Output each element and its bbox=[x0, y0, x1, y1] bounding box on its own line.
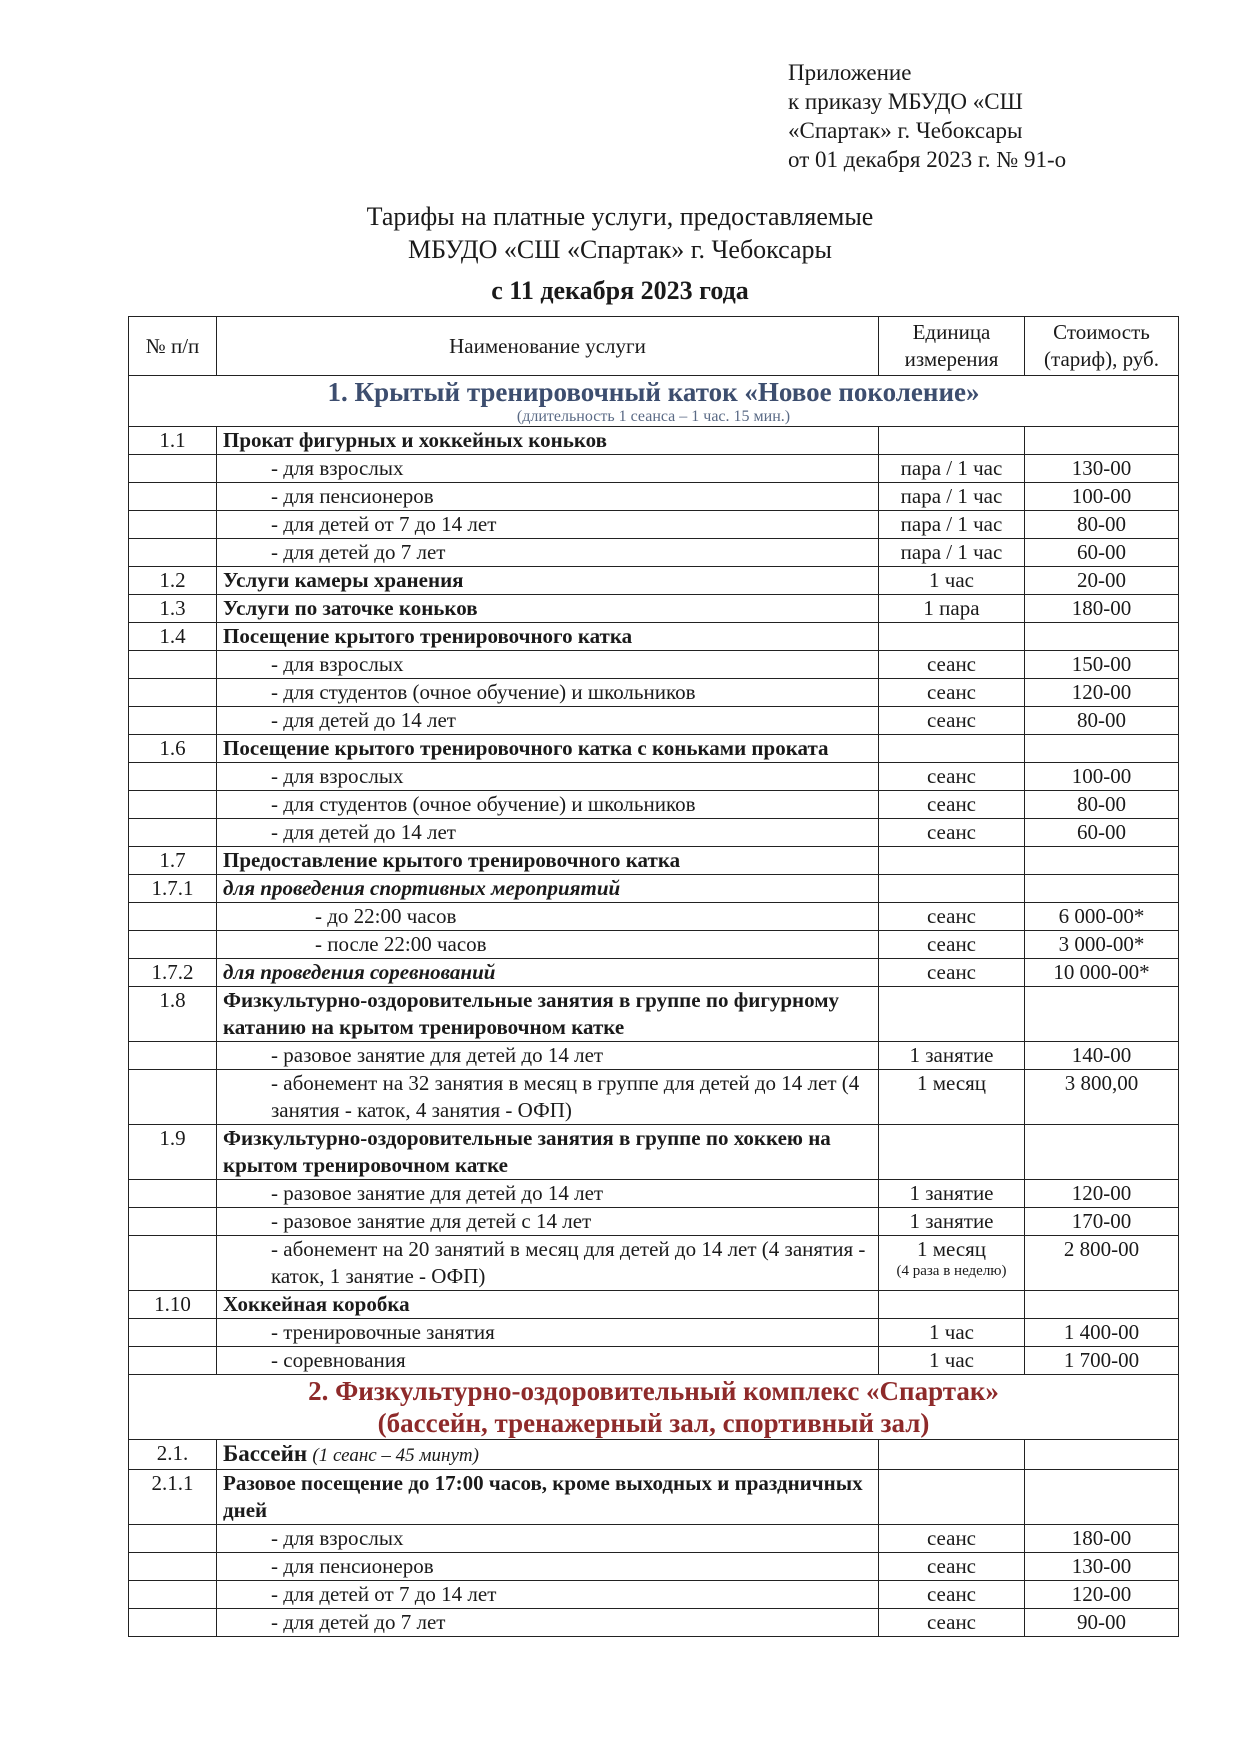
row-number: 1.8 bbox=[129, 987, 217, 1042]
table-row bbox=[129, 1609, 1179, 1637]
title-line-1: Тарифы на платные услуги, предоставляемые bbox=[366, 202, 874, 231]
price-cell: 80-00 bbox=[1025, 707, 1179, 735]
table-row bbox=[129, 931, 1179, 959]
price-cell: 90-00 bbox=[1025, 1609, 1179, 1637]
row-number: 1.4 bbox=[129, 623, 217, 651]
unit-cell bbox=[879, 427, 1025, 455]
row-number bbox=[129, 511, 217, 539]
unit-cell bbox=[879, 987, 1025, 1042]
price-cell bbox=[1025, 1440, 1179, 1470]
row-number bbox=[129, 1553, 217, 1581]
table-row bbox=[129, 1319, 1179, 1347]
service-name: - для взрослых bbox=[217, 651, 879, 679]
appendix-line: от 01 декабря 2023 г. № 91-о bbox=[788, 147, 1067, 172]
unit-cell: 1 час bbox=[879, 1347, 1025, 1375]
unit-cell: сеанс bbox=[879, 763, 1025, 791]
price-cell: 3 800,00 bbox=[1025, 1070, 1179, 1125]
unit-cell bbox=[879, 1291, 1025, 1319]
service-name: - для детей до 7 лет bbox=[217, 539, 879, 567]
service-name: Разовое посещение до 17:00 часов, кроме выходных и праздничных дней bbox=[217, 1470, 879, 1525]
unit-cell: сеанс bbox=[879, 903, 1025, 931]
table-row bbox=[129, 707, 1179, 735]
table-row bbox=[129, 763, 1179, 791]
pool-name: Бассейн bbox=[223, 1441, 308, 1466]
unit-cell: сеанс bbox=[879, 1553, 1025, 1581]
service-name: - для взрослых bbox=[217, 455, 879, 483]
price-cell: 130-00 bbox=[1025, 455, 1179, 483]
table-row bbox=[129, 1525, 1179, 1553]
row-number: 1.7 bbox=[129, 847, 217, 875]
section-1-body bbox=[129, 376, 1179, 1375]
section-2-heading-row bbox=[129, 1375, 1179, 1440]
row-number bbox=[129, 791, 217, 819]
row-number bbox=[129, 763, 217, 791]
header-name: Наименование услуги bbox=[217, 317, 879, 376]
table-row bbox=[129, 1581, 1179, 1609]
price-cell bbox=[1025, 623, 1179, 651]
price-cell: 180-00 bbox=[1025, 1525, 1179, 1553]
service-name: - до 22:00 часов bbox=[217, 903, 879, 931]
pool-session-note: (1 сеанс – 45 минут) bbox=[312, 1445, 479, 1466]
row-number bbox=[129, 483, 217, 511]
unit-cell: 1 месяц bbox=[879, 1070, 1025, 1125]
service-name: - разовое занятие для детей до 14 лет bbox=[217, 1042, 879, 1070]
row-number: 1.7.2 bbox=[129, 959, 217, 987]
service-name: - для взрослых bbox=[217, 1525, 879, 1553]
row-number bbox=[129, 455, 217, 483]
table-row bbox=[129, 1208, 1179, 1236]
table-row bbox=[129, 1470, 1179, 1525]
table-row bbox=[129, 1291, 1179, 1319]
table-row bbox=[129, 455, 1179, 483]
unit-cell: сеанс bbox=[879, 679, 1025, 707]
price-cell: 150-00 bbox=[1025, 651, 1179, 679]
service-name: - для детей от 7 до 14 лет bbox=[217, 1581, 879, 1609]
section-1-note: (длительность 1 сеанса – 1 час. 15 мин.) bbox=[516, 408, 791, 425]
table-row bbox=[129, 735, 1179, 763]
service-name: - для детей до 14 лет bbox=[217, 707, 879, 735]
price-cell: 60-00 bbox=[1025, 539, 1179, 567]
unit-cell: 1 пара bbox=[879, 595, 1025, 623]
section-2-title-line-2: (бассейн, тренажерный зал, спортивный зал) bbox=[377, 1408, 930, 1438]
service-name: - для детей от 7 до 14 лет bbox=[217, 511, 879, 539]
row-number bbox=[129, 903, 217, 931]
header-unit: Единица измерения bbox=[879, 317, 1025, 376]
row-number bbox=[129, 1042, 217, 1070]
section-1-title: 1. Крытый тренировочный каток «Новое поколение» bbox=[327, 377, 980, 407]
row-number: 1.7.1 bbox=[129, 875, 217, 903]
row-number bbox=[129, 1236, 217, 1291]
table-row bbox=[129, 567, 1179, 595]
service-name: для проведения соревнований bbox=[217, 959, 879, 987]
price-cell: 130-00 bbox=[1025, 1553, 1179, 1581]
unit-cell: сеанс bbox=[879, 791, 1025, 819]
row-number: 1.9 bbox=[129, 1125, 217, 1180]
row-number: 1.2 bbox=[129, 567, 217, 595]
service-name: - разовое занятие для детей с 14 лет bbox=[217, 1208, 879, 1236]
table-row bbox=[129, 1042, 1179, 1070]
price-cell bbox=[1025, 987, 1179, 1042]
table-row bbox=[129, 1180, 1179, 1208]
price-cell: 2 800-00 bbox=[1025, 1236, 1179, 1291]
row-number: 2.1. bbox=[129, 1440, 217, 1470]
appendix-line: к приказу МБУДО «СШ bbox=[788, 89, 1023, 114]
unit-cell: 1 час bbox=[879, 567, 1025, 595]
service-name: - абонемент на 20 занятий в месяц для детей до 14 лет (4 занятия - каток, 1 занятие - ОФП) bbox=[217, 1236, 879, 1291]
row-number bbox=[129, 679, 217, 707]
table-row bbox=[129, 791, 1179, 819]
service-name: для проведения спортивных мероприятий bbox=[217, 875, 879, 903]
unit-cell: 1 занятие bbox=[879, 1180, 1025, 1208]
unit-cell: сеанс bbox=[879, 1609, 1025, 1637]
row-number: 1.6 bbox=[129, 735, 217, 763]
table-row bbox=[129, 819, 1179, 847]
service-name: - для пенсионеров bbox=[217, 483, 879, 511]
table-row bbox=[129, 903, 1179, 931]
table-row bbox=[129, 1125, 1179, 1180]
unit-cell: пара / 1 час bbox=[879, 539, 1025, 567]
service-name: - соревнования bbox=[217, 1347, 879, 1375]
table-row bbox=[129, 1440, 1179, 1470]
price-cell: 80-00 bbox=[1025, 791, 1179, 819]
table-row bbox=[129, 847, 1179, 875]
price-cell: 120-00 bbox=[1025, 1581, 1179, 1609]
unit-cell: сеанс bbox=[879, 707, 1025, 735]
unit-cell: 1 занятие bbox=[879, 1042, 1025, 1070]
price-cell bbox=[1025, 875, 1179, 903]
effective-date: с 11 декабря 2023 года bbox=[491, 276, 749, 305]
service-name: Хоккейная коробка bbox=[217, 1291, 879, 1319]
price-cell bbox=[1025, 847, 1179, 875]
table-row bbox=[129, 539, 1179, 567]
service-name: Физкультурно-оздоровительные занятия в группе по хоккею на крытом тренировочном катке bbox=[217, 1125, 879, 1180]
row-number bbox=[129, 1319, 217, 1347]
service-name: - для детей до 7 лет bbox=[217, 1609, 879, 1637]
unit-note: (4 раза в неделю) bbox=[896, 1263, 1007, 1279]
service-name: Физкультурно-оздоровительные занятия в группе по фигурному катанию на крытом тренировочном катке bbox=[217, 987, 879, 1042]
unit-cell: сеанс bbox=[879, 651, 1025, 679]
price-cell: 60-00 bbox=[1025, 819, 1179, 847]
service-name: - разовое занятие для детей до 14 лет bbox=[217, 1180, 879, 1208]
section-2-body bbox=[129, 1375, 1179, 1637]
unit-cell bbox=[879, 847, 1025, 875]
unit-cell bbox=[879, 1236, 1025, 1291]
unit-cell bbox=[879, 623, 1025, 651]
service-name: Посещение крытого тренировочного катка bbox=[217, 623, 879, 651]
service-name: Прокат фигурных и хоккейных коньков bbox=[217, 427, 879, 455]
tariff-table bbox=[128, 316, 1179, 1637]
price-cell: 100-00 bbox=[1025, 763, 1179, 791]
unit-cell: сеанс bbox=[879, 959, 1025, 987]
row-number bbox=[129, 651, 217, 679]
row-number bbox=[129, 1581, 217, 1609]
price-cell: 3 000-00* bbox=[1025, 931, 1179, 959]
service-name: - после 22:00 часов bbox=[217, 931, 879, 959]
service-name: - для взрослых bbox=[217, 763, 879, 791]
price-cell: 120-00 bbox=[1025, 1180, 1179, 1208]
appendix-line: Приложение bbox=[788, 60, 912, 85]
header-num: № п/п bbox=[129, 317, 217, 376]
unit-cell bbox=[879, 735, 1025, 763]
unit-cell: сеанс bbox=[879, 819, 1025, 847]
row-number bbox=[129, 1525, 217, 1553]
price-cell: 20-00 bbox=[1025, 567, 1179, 595]
row-number bbox=[129, 1347, 217, 1375]
row-number: 1.1 bbox=[129, 427, 217, 455]
price-cell: 100-00 bbox=[1025, 483, 1179, 511]
unit-cell bbox=[879, 1440, 1025, 1470]
table-row bbox=[129, 623, 1179, 651]
title-line-2: МБУДО «СШ «Спартак» г. Чебоксары bbox=[407, 235, 833, 264]
table-row bbox=[129, 679, 1179, 707]
row-number bbox=[129, 1208, 217, 1236]
row-number bbox=[129, 931, 217, 959]
table-row bbox=[129, 483, 1179, 511]
table-row bbox=[129, 959, 1179, 987]
row-number bbox=[129, 1609, 217, 1637]
price-cell: 6 000-00* bbox=[1025, 903, 1179, 931]
price-cell bbox=[1025, 1125, 1179, 1180]
document-title bbox=[0, 200, 1240, 266]
table-row bbox=[129, 595, 1179, 623]
unit-value: 1 месяц bbox=[916, 1237, 987, 1261]
row-number bbox=[129, 1070, 217, 1125]
table-row bbox=[129, 651, 1179, 679]
price-cell: 1 400-00 bbox=[1025, 1319, 1179, 1347]
unit-cell: сеанс bbox=[879, 931, 1025, 959]
price-cell: 80-00 bbox=[1025, 511, 1179, 539]
table-row bbox=[129, 875, 1179, 903]
table-row bbox=[129, 427, 1179, 455]
unit-cell: пара / 1 час bbox=[879, 455, 1025, 483]
unit-cell: сеанс bbox=[879, 1525, 1025, 1553]
service-name: - абонемент на 32 занятия в месяц в группе для детей до 14 лет (4 занятия - каток, 4 занятия - ОФП) bbox=[217, 1070, 879, 1125]
table-row bbox=[129, 1070, 1179, 1125]
table-row bbox=[129, 1347, 1179, 1375]
service-name: - для пенсионеров bbox=[217, 1553, 879, 1581]
service-name: Предоставление крытого тренировочного катка bbox=[217, 847, 879, 875]
row-number: 2.1.1 bbox=[129, 1470, 217, 1525]
pool-service-name bbox=[217, 1440, 879, 1470]
service-name: - для студентов (очное обучение) и школьников bbox=[217, 791, 879, 819]
appendix-line: «Спартак» г. Чебоксары bbox=[788, 118, 1023, 143]
unit-cell bbox=[879, 875, 1025, 903]
header-price: Стоимость (тариф), руб. bbox=[1025, 317, 1179, 376]
row-number: 1.3 bbox=[129, 595, 217, 623]
price-cell: 120-00 bbox=[1025, 679, 1179, 707]
unit-cell bbox=[879, 1470, 1025, 1525]
row-number bbox=[129, 1180, 217, 1208]
unit-cell bbox=[879, 1125, 1025, 1180]
unit-cell: 1 час bbox=[879, 1319, 1025, 1347]
row-number bbox=[129, 819, 217, 847]
appendix-block bbox=[788, 58, 1066, 174]
price-cell: 1 700-00 bbox=[1025, 1347, 1179, 1375]
service-name: Посещение крытого тренировочного катка с коньками проката bbox=[217, 735, 879, 763]
row-number: 1.10 bbox=[129, 1291, 217, 1319]
price-cell bbox=[1025, 1470, 1179, 1525]
service-name: Услуги по заточке коньков bbox=[217, 595, 879, 623]
row-number bbox=[129, 539, 217, 567]
row-number bbox=[129, 707, 217, 735]
unit-cell: пара / 1 час bbox=[879, 511, 1025, 539]
table-row bbox=[129, 987, 1179, 1042]
unit-cell: пара / 1 час bbox=[879, 483, 1025, 511]
table-row bbox=[129, 1553, 1179, 1581]
table-header-row bbox=[129, 317, 1179, 376]
table-row bbox=[129, 511, 1179, 539]
service-name: Услуги камеры хранения bbox=[217, 567, 879, 595]
price-cell: 10 000-00* bbox=[1025, 959, 1179, 987]
price-cell: 140-00 bbox=[1025, 1042, 1179, 1070]
unit-cell: сеанс bbox=[879, 1581, 1025, 1609]
price-cell bbox=[1025, 735, 1179, 763]
service-name: - тренировочные занятия bbox=[217, 1319, 879, 1347]
section-1-heading bbox=[129, 376, 1179, 427]
table-row bbox=[129, 1236, 1179, 1291]
section-2-heading bbox=[129, 1375, 1179, 1440]
section-2-title-line-1: 2. Физкультурно-оздоровительный комплекс «Спартак» bbox=[308, 1376, 999, 1406]
unit-cell: 1 занятие bbox=[879, 1208, 1025, 1236]
service-name: - для студентов (очное обучение) и школьников bbox=[217, 679, 879, 707]
price-cell bbox=[1025, 1291, 1179, 1319]
service-name: - для детей до 14 лет bbox=[217, 819, 879, 847]
price-cell: 170-00 bbox=[1025, 1208, 1179, 1236]
price-cell: 180-00 bbox=[1025, 595, 1179, 623]
section-1-heading-row bbox=[129, 376, 1179, 427]
price-cell bbox=[1025, 427, 1179, 455]
